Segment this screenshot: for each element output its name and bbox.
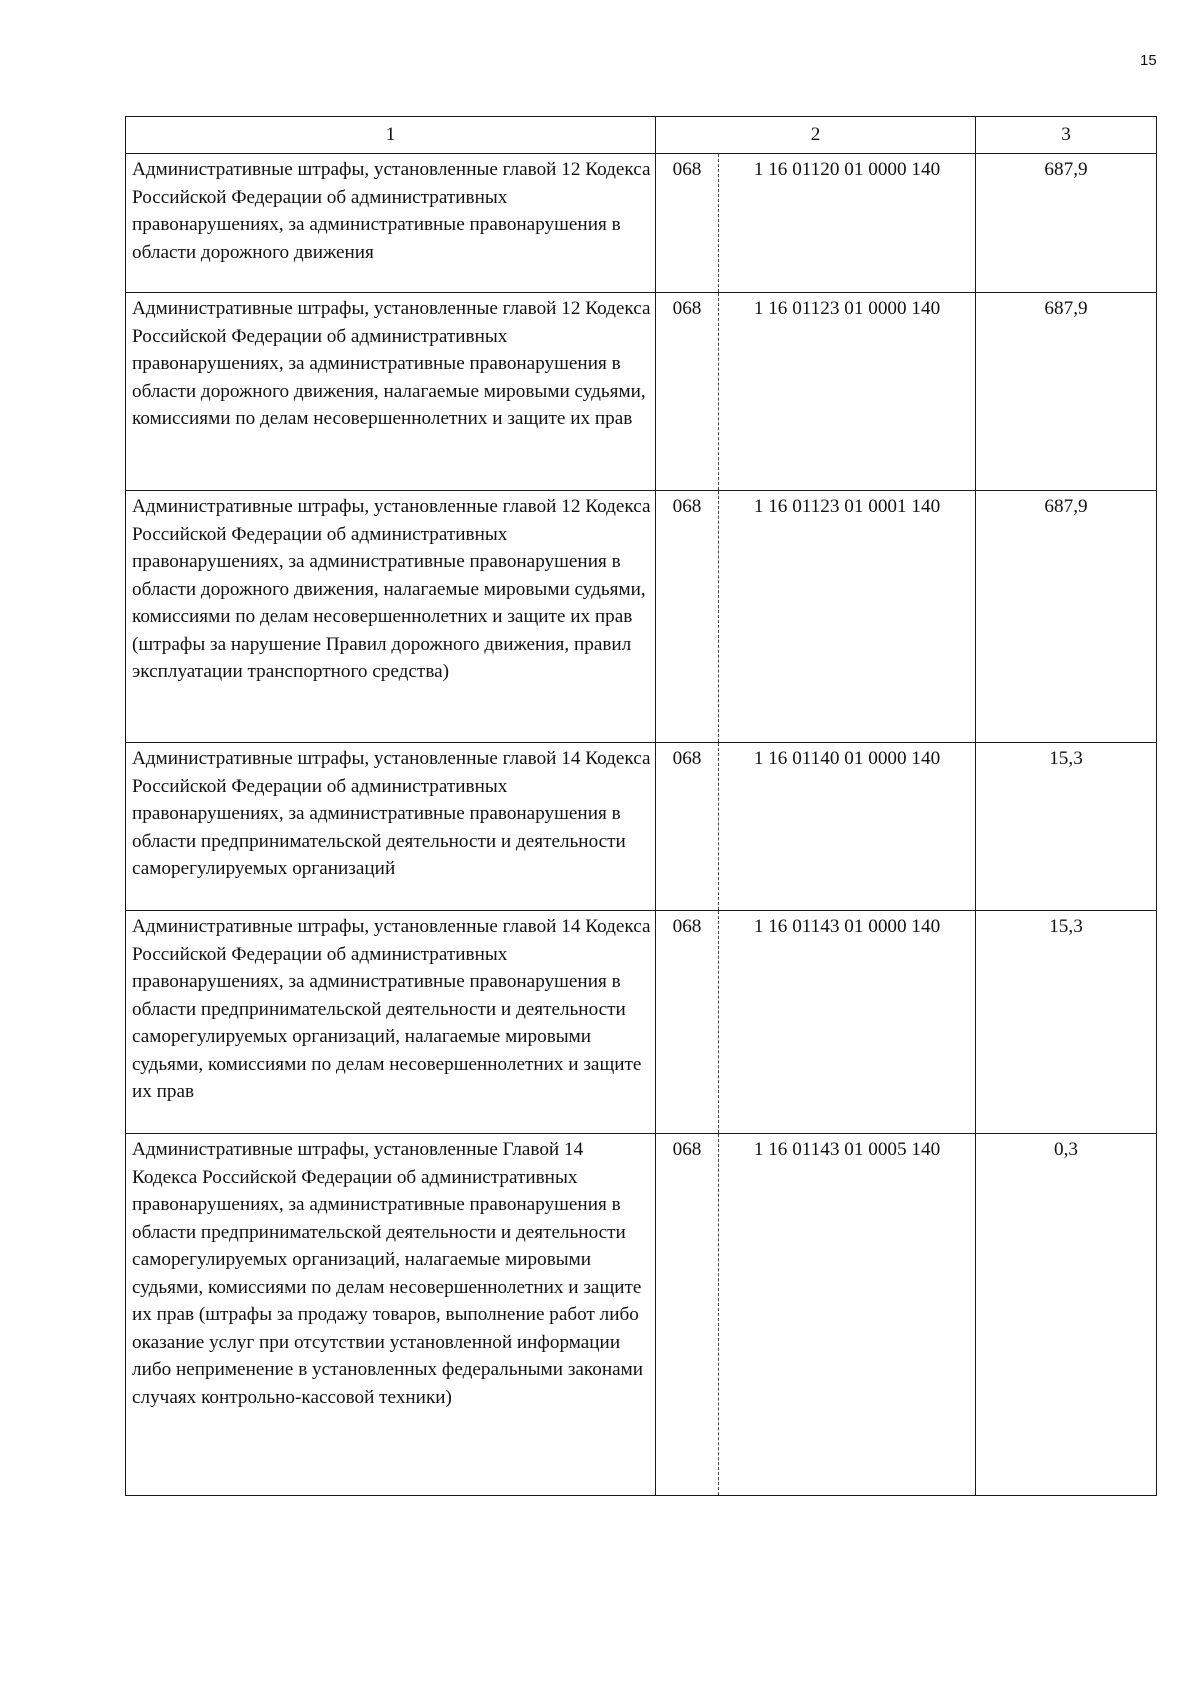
header-col-1: 1 xyxy=(126,117,656,154)
row-admin-code: 068 xyxy=(656,154,719,293)
table-row xyxy=(126,154,1157,293)
row-kbk-code: 1 16 01140 01 0000 140 xyxy=(719,743,976,911)
row-kbk-code: 1 16 01143 01 0000 140 xyxy=(719,911,976,1134)
header-col-3: 3 xyxy=(976,117,1157,154)
row-name: Административные штрафы, установленные главой 12 Кодекса Российской Федерации об административных правонарушениях, за административные правонарушения в области дорожного движения, налагаемые мировыми судьями, комиссиями по делам несовершеннолетних и защите их прав (штрафы за нарушение Правил дорожного движения, правил эксплуатации транспортного средства) xyxy=(126,491,656,743)
table-row xyxy=(126,491,1157,743)
row-sum: 15,3 xyxy=(976,743,1157,911)
row-admin-code: 068 xyxy=(656,293,719,491)
row-kbk-code: 1 16 01120 01 0000 140 xyxy=(719,154,976,293)
row-sum: 687,9 xyxy=(976,491,1157,743)
page-number: 15 xyxy=(1140,52,1157,69)
table-row xyxy=(126,1134,1157,1496)
row-admin-code: 068 xyxy=(656,911,719,1134)
row-name: Административные штрафы, установленные главой 12 Кодекса Российской Федерации об административных правонарушениях, за административные правонарушения в области дорожного движения xyxy=(126,154,656,293)
row-sum: 0,3 xyxy=(976,1134,1157,1496)
row-name: Административные штрафы, установленные Главой 14 Кодекса Российской Федерации об административных правонарушениях, за административные правонарушения в области предпринимательской деятельности и деятельности саморегулируемых организаций, налагаемые мировыми судьями, комиссиями по делам несовершеннолетних и защите их прав (штрафы за продажу товаров, выполнение работ либо оказание услуг при отсутствии установленной информации либо неприменение в установленных федеральными законами случаях контрольно-кассовой техники) xyxy=(126,1134,656,1496)
table-header-row xyxy=(126,117,1157,154)
row-name: Административные штрафы, установленные главой 14 Кодекса Российской Федерации об административных правонарушениях, за административные правонарушения в области предпринимательской деятельности и деятельности саморегулируемых организаций, налагаемые мировыми судьями, комиссиями по делам несовершеннолетних и защите их прав xyxy=(126,911,656,1134)
row-sum: 687,9 xyxy=(976,293,1157,491)
row-kbk-code: 1 16 01143 01 0005 140 xyxy=(719,1134,976,1496)
row-kbk-code: 1 16 01123 01 0000 140 xyxy=(719,293,976,491)
row-admin-code: 068 xyxy=(656,1134,719,1496)
row-kbk-code: 1 16 01123 01 0001 140 xyxy=(719,491,976,743)
row-name: Административные штрафы, установленные главой 14 Кодекса Российской Федерации об административных правонарушениях, за административные правонарушения в области предпринимательской деятельности и деятельности саморегулируемых организаций xyxy=(126,743,656,911)
table-row xyxy=(126,293,1157,491)
row-name: Административные штрафы, установленные главой 12 Кодекса Российской Федерации об административных правонарушениях, за административные правонарушения в области дорожного движения, налагаемые мировыми судьями, комиссиями по делам несовершеннолетних и защите их прав xyxy=(126,293,656,491)
row-admin-code: 068 xyxy=(656,743,719,911)
header-col-2: 2 xyxy=(656,117,976,154)
table-row xyxy=(126,911,1157,1134)
table-row xyxy=(126,743,1157,911)
row-admin-code: 068 xyxy=(656,491,719,743)
row-sum: 15,3 xyxy=(976,911,1157,1134)
row-sum: 687,9 xyxy=(976,154,1157,293)
revenue-table xyxy=(125,116,1157,1496)
